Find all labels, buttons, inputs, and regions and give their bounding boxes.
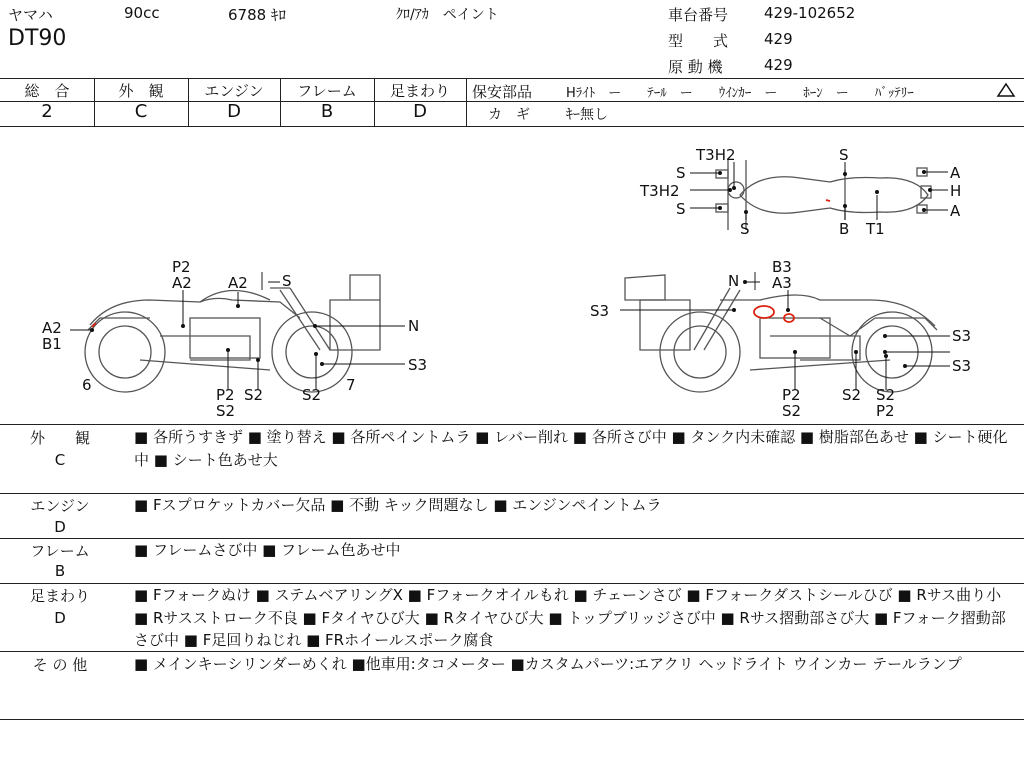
diagram-label: N [408, 317, 420, 335]
diagram-label: S3 [408, 356, 428, 374]
grade-header-frame: フレーム [297, 82, 357, 100]
grade-engine: D [227, 101, 241, 122]
diagram-label: T1 [866, 220, 885, 238]
diagram-label: T3H2 [640, 182, 680, 200]
section-frame-label: フレーム [30, 542, 90, 560]
displacement: 90cc [124, 4, 160, 22]
diagram-label: S [839, 146, 849, 164]
damage-mark [754, 306, 774, 318]
section-frame-text: ■ フレームさび中 ■ フレーム色あせ中 [134, 541, 401, 559]
diagram-label: 6 [82, 376, 92, 394]
grade-header-exterior: 外 観 [118, 82, 164, 100]
grade-overall: 2 [41, 101, 53, 122]
diagram-label: H [950, 182, 962, 200]
diagram-label: S2 [302, 386, 322, 404]
frame-no-label: 車台番号 [668, 6, 729, 24]
diagram-label: P2 [782, 386, 801, 404]
diagram-label: 7 [346, 376, 356, 394]
grid-line [0, 424, 1024, 425]
section-exterior-text: ■ 各所うすきず ■ 塗り替え ■ 各所ペイントムラ ■ レバー削れ ■ 各所さび中 ■ タンク内未確認 ■ 樹脂部色あせ ■ シート硬化中 ■ シート色あせ大 [134, 428, 1008, 469]
safety-items: Hﾗｲﾄ ー ﾃｰﾙ ー ｳｲﾝｶｰ ー ﾎｰﾝ ー ﾊﾞｯﾃﾘｰ [566, 86, 914, 101]
diagram-label: T3H2 [696, 146, 736, 164]
diagram-label: S2 [244, 386, 264, 404]
diagram-label: S3 [590, 302, 610, 320]
type-label: 型 式 [668, 32, 729, 50]
damage-mark [826, 200, 830, 201]
mileage: 6788 ｷﾛ [228, 6, 286, 24]
diagram-label: S2 [842, 386, 862, 404]
grid-line [466, 101, 1024, 102]
section-exterior-grade: C [54, 451, 66, 469]
diagram-label: B [839, 220, 850, 238]
diagram-label: S3 [952, 357, 972, 375]
section-frame-grade: B [54, 562, 66, 580]
section-engine-text: ■ Fスプロケットカバー欠品 ■ 不動 キック問題なし ■ エンジンペイントムラ [134, 496, 662, 514]
diagram-label: S2 [216, 402, 236, 420]
diagram-label: N [728, 272, 740, 290]
diagram-label: A2 [228, 274, 248, 292]
key-label: カ ギ [488, 107, 530, 123]
grade-exterior: C [134, 101, 148, 122]
damage-marks [92, 200, 830, 327]
diagram-label: A [950, 164, 961, 182]
model-name: DT90 [8, 26, 67, 51]
diagram-label: S2 [876, 386, 896, 404]
diagram-label: P2 [216, 386, 235, 404]
diagram-label: A3 [772, 274, 792, 292]
maker: ヤマハ [8, 6, 53, 24]
diagram-label: A2 [172, 274, 192, 292]
section-other-label: そ の 他 [32, 656, 88, 674]
diagram-label: S [282, 272, 292, 290]
section-suspension-label: 足まわり [29, 587, 90, 605]
color-paint: ｸﾛ/ｱｶ ペイント [396, 7, 499, 23]
section-exterior-label: 外 観 [29, 429, 90, 447]
section-suspension-grade: D [54, 609, 66, 627]
grade-suspension: D [413, 101, 427, 122]
section-other-text: ■ メインキーシリンダーめくれ ■他車用:タコメーター ■カスタムパーツ:エアクリ ヘッドライト ウインカー テールランプ [134, 655, 962, 673]
type-value: 429 [764, 30, 793, 48]
warning-triangle-icon [996, 82, 1016, 102]
diagram-label: P2 [172, 258, 191, 276]
grade-header-engine: エンジン [204, 82, 264, 100]
diagram-label: S [740, 220, 750, 238]
damage-diagram [0, 126, 1024, 424]
grid-line [0, 719, 1024, 720]
engine-no-label: 原 動 機 [668, 58, 723, 76]
frame-no: 429-102652 [764, 4, 856, 22]
diagram-label: S [676, 200, 686, 218]
diagram-label: A2 [42, 319, 62, 337]
grade-header-overall: 総 合 [24, 82, 70, 100]
key-value: ｷｰ無し [566, 107, 608, 123]
engine-no: 429 [764, 56, 793, 74]
grade-frame: B [320, 101, 334, 122]
diagram-label: A [950, 202, 961, 220]
diagram-label: B1 [42, 335, 62, 353]
diagram-label: S [676, 164, 686, 182]
section-engine-grade: D [54, 518, 66, 536]
section-engine-label: エンジン [30, 497, 90, 515]
diagram-label: B3 [772, 258, 792, 276]
diagram-label: S2 [782, 402, 802, 420]
safety-label: 保安部品 [472, 83, 533, 101]
grid-line [0, 78, 1024, 79]
section-suspension-text: ■ Fフォークぬけ ■ ステムベアリングX ■ Fフォークオイルもれ ■ チェーンさび ■ Fフォークダストシールひび ■ Rサス曲り小 ■ Rサスストローク不良 ■ Fタイヤひび大 ■ Rタイヤひび大 ■ トップブリッジさび中 ■ Rサス摺動部さび大 ■ Fフォーク摺動部さび中 ■ F足回りねじれ ■ FRホイールスポーク腐食 [134, 586, 1006, 649]
diagram-label: S3 [952, 327, 972, 345]
diagram-label: P2 [876, 402, 895, 420]
grade-header-suspension: 足まわり [389, 82, 450, 100]
grid-line [466, 78, 467, 126]
